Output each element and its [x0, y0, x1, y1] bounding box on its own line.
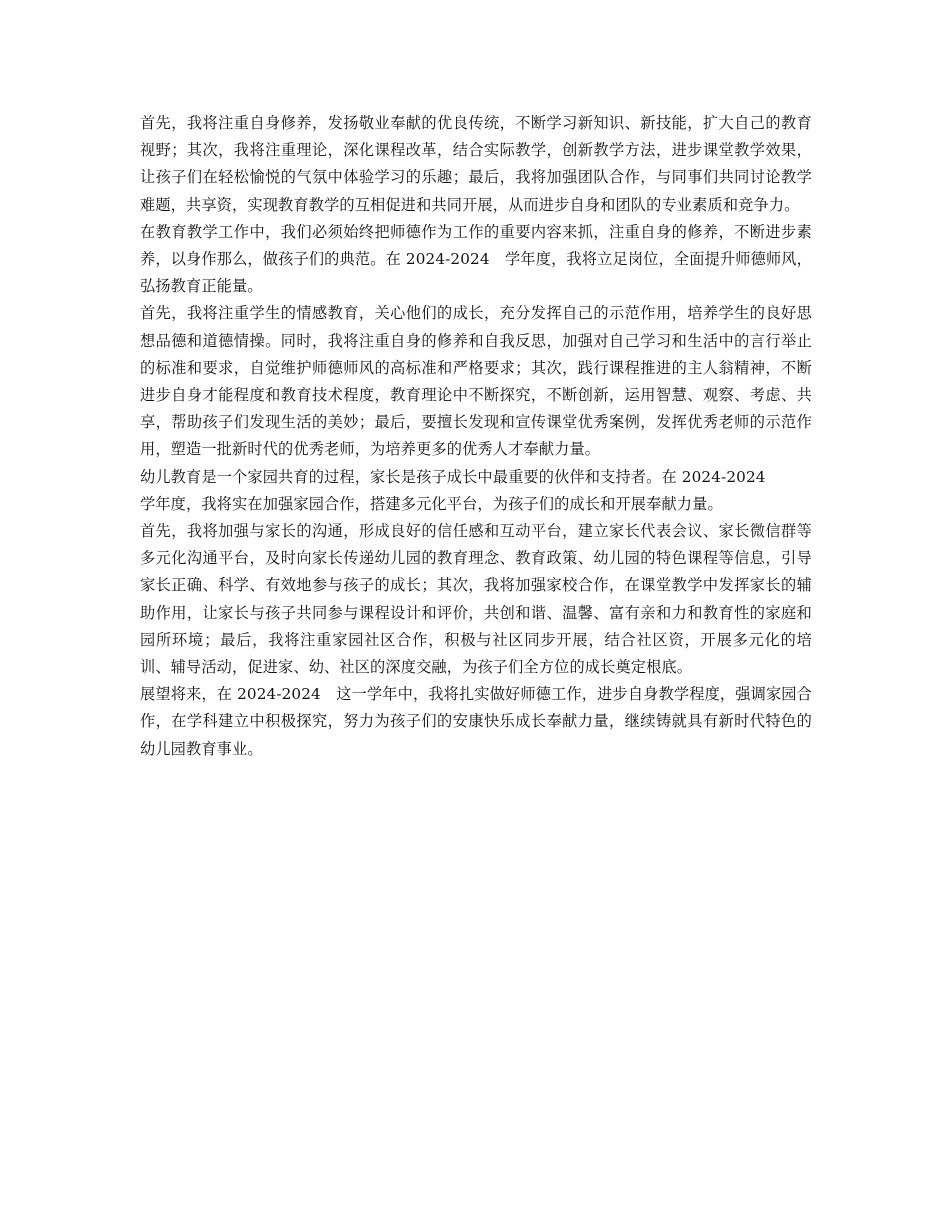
document-body [140, 110, 812, 763]
paragraph-self-cultivation: 首先，我将注重自身修养，发扬敬业奉献的优良传统，不断学习新知识、新技能，扩大自己的教育视野；其次，我将注重理论，深化课程改革，结合实际教学，创新教学方法，进步课堂教学效果，让孩子们在轻松愉悦的气氛中体验学习的乐趣；最后，我将加强团队合作，与同事们共同讨论教学难题，共享资，实现教育教学的互相促进和共同开展，从而进步自身和团队的专业素质和竞争力。 [140, 114, 812, 214]
paragraph-home-kindergarten-coeducation: 幼儿教育是一个家园共育的过程，家长是孩子成长中最重要的伙伴和支持者。在 2024-2024 学年度，我将实在加强家园合作，搭建多元化平台，为孩子们的成长和开展奉献力量。 [140, 467, 766, 513]
paragraph-parent-communication: 首先，我将加强与家长的沟通，形成良好的信任感和互动平台，建立家长代表会议、家长微信群等多元化沟通平台，及时向家长传递幼儿园的教育理念、教育政策、幼儿园的特色课程等信息，引导家长正确、科学、有效地参与孩子的成长；其次，我将加强家校合作，在课堂教学中发挥家长的辅助作用，让家长与孩子共同参与课程设计和评价，共创和谐、温馨、富有亲和力和教育性的家庭和园所环境；最后，我将注重家园社区合作，积极与社区同步开展，结合社区资，开展多元化的培训、辅导活动，促进家、幼、社区的深度交融，为孩子们全方位的成长奠定根底。 [140, 522, 812, 677]
paragraph-teacher-ethics: 在教育教学工作中，我们必须始终把师德作为工作的重要内容来抓，注重自身的修养，不断进步素养，以身作那么，做孩子们的典范。在 2024-2024 学年度，我将立足岗位，全面提升师德师风，弘扬教育正能量。 [140, 222, 812, 296]
paragraph-outlook: 展望将来，在 2024-2024 这一学年中，我将扎实做好师德工作，进步自身教学程度，强调家园合作，在学科建立中积极探究，努力为孩子们的安康快乐成长奉献力量，继续铸就具有新时代特色的幼儿园教育事业。 [140, 685, 812, 758]
paragraph-emotional-education: 首先，我将注重学生的情感教育，关心他们的成长，充分发挥自己的示范作用，培养学生的良好思想品德和道德情操。同时，我将注重自身的修养和自我反思，加强对自己学习和生活中的言行举止的标准和要求，自觉维护师德师风的高标准和严格要求；其次，践行课程推进的主人翁精神，不断进步自身才能程度和教育技术程度，教育理论中不断探究，不断创新，运用智慧、观察、考虑、共享，帮助孩子们发现生活的美妙；最后，要擅长发现和宣传课堂优秀案例，发挥优秀老师的示范作用，塑造一批新时代的优秀老师，为培养更多的优秀人才奉献力量。 [140, 304, 812, 459]
